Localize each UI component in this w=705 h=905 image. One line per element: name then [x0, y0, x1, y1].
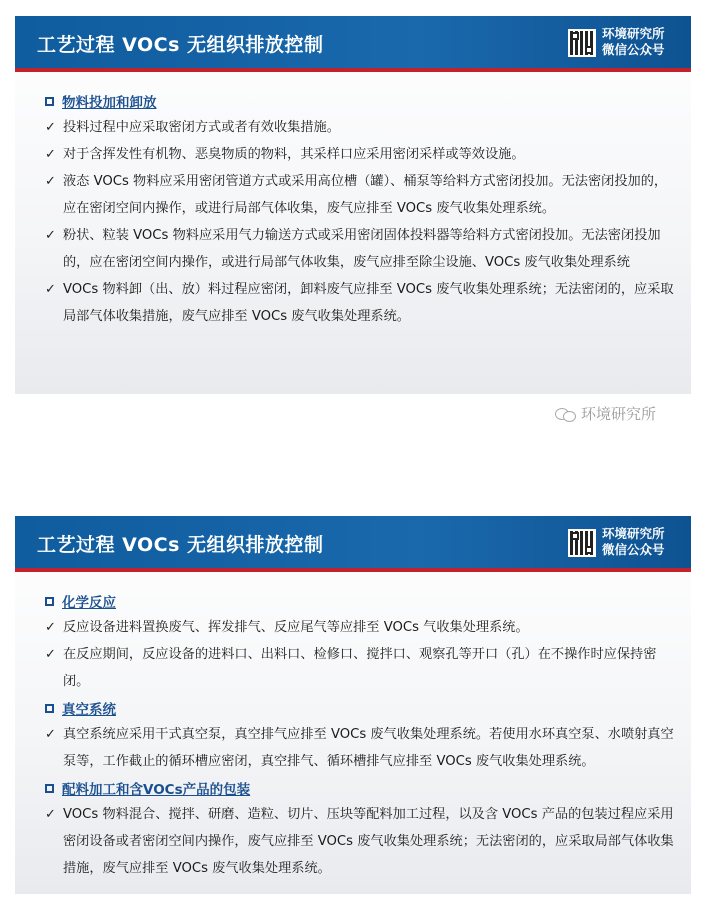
brand-text — [602, 526, 692, 558]
checkmark-icon: ✓ — [45, 807, 56, 822]
checkmark-icon: ✓ — [45, 727, 56, 742]
square-outline-icon — [45, 784, 54, 793]
slide-title: 工艺过程 VOCs 无组织排放控制 — [37, 534, 324, 556]
bullet-item — [45, 614, 675, 641]
bullet-text: 反应设备进料置换废气、挥发排气、反应尾气等应排至 VOCs 气收集处理系统。 — [63, 620, 529, 635]
brand-line-2: 微信公众号 — [602, 42, 665, 57]
slide-content — [45, 588, 675, 882]
square-outline-icon — [45, 97, 54, 106]
qr-code-icon — [568, 529, 596, 557]
bullet-text: 真空系统应采用干式真空泵，真空排气应排至 VOCs 废气收集处理系统。若使用水环真空泵、水喷射真空泵等，工作截止的循环槽应密闭，真空排气、循环槽排气应排至 VOCs 废气收集处理系统。 — [63, 727, 674, 769]
slide-content — [45, 88, 675, 330]
section-heading — [45, 695, 675, 721]
wechat-icon — [555, 407, 577, 421]
bullet-item — [45, 276, 675, 330]
square-outline-icon — [45, 597, 54, 606]
square-outline-icon — [45, 704, 54, 713]
bullet-item — [45, 801, 675, 882]
checkmark-icon: ✓ — [45, 282, 56, 297]
slide-header — [15, 516, 691, 572]
bullet-text: VOCs 物料卸（出、放）料过程应密闭，卸料废气应排至 VOCs 废气收集处理系统；无法密闭的，应采取局部气体收集措施，废气应排至 VOCs 废气收集处理系统。 — [63, 282, 674, 324]
slide-2 — [15, 516, 691, 894]
section-heading — [45, 588, 675, 614]
brand-line-1: 环境研究所 — [602, 526, 665, 541]
section-heading — [45, 775, 675, 801]
section-heading — [45, 88, 675, 114]
bullet-text: 在反应期间，反应设备的进料口、出料口、检修口、搅拌口、观察孔等开口（孔）在不操作时应保持密闭。 — [63, 647, 657, 689]
section-label: 物料投加和卸放 — [62, 95, 157, 111]
brand-line-2: 微信公众号 — [602, 542, 665, 557]
checkmark-icon: ✓ — [45, 228, 56, 243]
bullet-item — [45, 168, 675, 222]
watermark-text: 环境研究所 — [581, 405, 657, 423]
bullet-item — [45, 222, 675, 276]
section-label: 配料加工和含VOCs产品的包装 — [62, 782, 251, 798]
bullet-text: 液态 VOCs 物料应采用密闭管道方式或采用高位槽（罐）、桶泵等给料方式密闭投加。无法密闭投加的，应在密闭空间内操作，或进行局部气体收集，废气应排至 VOCs 废气收集处理系统。 — [63, 174, 668, 216]
slide-title: 工艺过程 VOCs 无组织排放控制 — [37, 34, 324, 56]
checkmark-icon: ✓ — [45, 120, 56, 135]
slide-header — [15, 16, 691, 72]
checkmark-icon: ✓ — [45, 147, 56, 162]
bullet-item — [45, 641, 675, 695]
bullet-text: VOCs 物料混合、搅拌、研磨、造粒、切片、压块等配料加工过程，以及含 VOCs 产品的包装过程应采用密闭设备或者密闭空间内操作，废气应排至 VOCs 废气收集处理系统；无法密闭的，应采取局部气体收集措施，废气应排至 VOCs 废气收集处理系统。 — [63, 807, 674, 876]
bullet-text: 对于含挥发性有机物、恶臭物质的物料，其采样口应采用密闭采样或等效设施。 — [63, 147, 525, 162]
qr-code-icon — [568, 29, 596, 57]
section-label: 真空系统 — [62, 702, 116, 718]
checkmark-icon: ✓ — [45, 174, 56, 189]
checkmark-icon: ✓ — [45, 620, 56, 635]
brand-line-1: 环境研究所 — [602, 26, 665, 41]
bullet-item — [45, 721, 675, 775]
bullet-text: 投料过程中应采取密闭方式或者有效收集措施。 — [63, 120, 340, 135]
bullet-text: 粉状、粒装 VOCs 物料应采用气力输送方式或采用密闭固体投料器等给料方式密闭投加。无法密闭投加的，应在密闭空间内操作，或进行局部气体收集，废气应排至除尘设施、VOCs 废气收集处理系统 — [63, 228, 661, 270]
bullet-item — [45, 141, 675, 168]
watermark — [555, 403, 656, 424]
checkmark-icon: ✓ — [45, 647, 56, 662]
section-label: 化学反应 — [62, 595, 116, 611]
bullet-item — [45, 114, 675, 141]
brand-text — [602, 26, 692, 58]
slide-1 — [15, 16, 691, 394]
